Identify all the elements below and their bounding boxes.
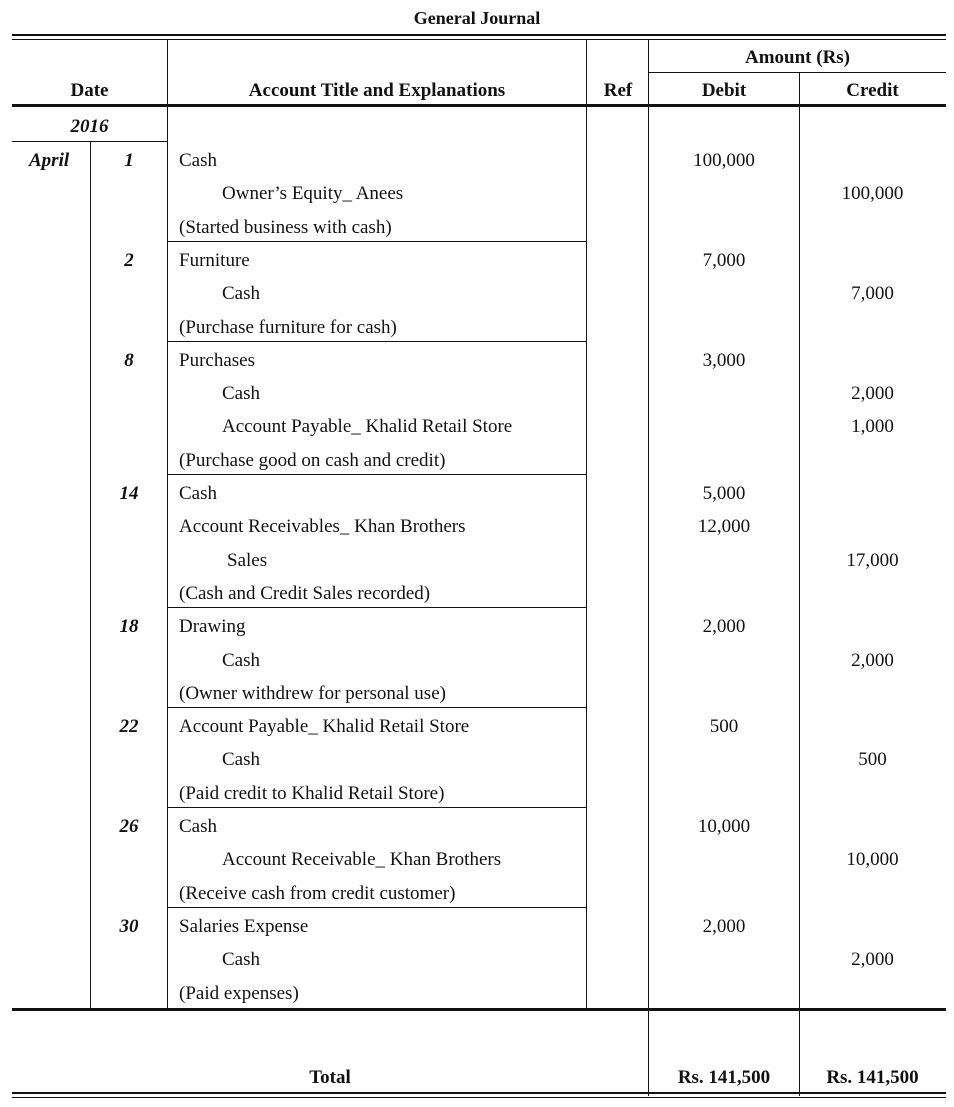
entry-day: 30 (119, 915, 139, 937)
entry-credit: 17,000 (846, 549, 899, 571)
entry-debit: 12,000 (697, 516, 751, 538)
entry-account: Cash (222, 949, 260, 971)
entry-credit: 2,000 (851, 383, 894, 405)
entry-separator (167, 607, 587, 608)
entry-account: Account Payable_ Khalid Retail Store (222, 416, 513, 438)
entry-account: Sales (227, 549, 268, 571)
entry-separator (167, 474, 587, 475)
entry-narration: (Cash and Credit Sales recorded) (179, 582, 431, 604)
entry-narration: (Owner withdrew for personal use) (179, 682, 446, 704)
entry-day: 8 (124, 349, 134, 371)
header-ref: Ref (603, 80, 633, 101)
entry-credit: 7,000 (851, 283, 894, 305)
journal-title: General Journal (413, 8, 541, 28)
entry-account: Purchases (179, 349, 255, 371)
entry-debit: 7,000 (702, 249, 746, 271)
total-credit: Rs. 141,500 (826, 1067, 919, 1088)
entry-narration: (Started business with cash) (179, 216, 392, 238)
entry-account: Cash (179, 483, 217, 504)
entry-account: Cash (222, 749, 260, 771)
entry-narration: (Receive cash from credit customer) (179, 882, 456, 904)
entry-debit: 5,000 (702, 483, 746, 504)
top-rule-inner (12, 39, 946, 40)
entry-day: 22 (119, 716, 139, 738)
entry-credit: 2,000 (851, 649, 894, 671)
total-debit: Rs. 141,500 (677, 1067, 771, 1088)
entry-debit: 10,000 (697, 816, 751, 837)
entry-account: Cash (179, 150, 217, 171)
entry-day: 18 (119, 616, 139, 638)
month-label: April (29, 150, 70, 171)
entry-account: Cash (222, 649, 260, 671)
entry-day: 26 (119, 816, 139, 837)
entry-account: Account Receivable_ Khan Brothers (222, 849, 502, 871)
entry-narration: (Purchase good on cash and credit) (179, 449, 446, 471)
entry-debit: 2,000 (702, 616, 746, 638)
entry-debit: 3,000 (702, 349, 746, 371)
header-amount: Amount (Rs) (744, 47, 851, 68)
entry-separator (167, 241, 587, 242)
entry-narration: (Paid expenses) (179, 982, 299, 1004)
entry-account: Cash (222, 383, 260, 405)
final-rule-inner (12, 1097, 946, 1098)
entry-separator (167, 807, 587, 808)
header-date: Date (70, 80, 109, 101)
total-label: Total (309, 1067, 351, 1088)
col-rule-account (167, 40, 168, 1011)
entry-credit: 500 (858, 749, 887, 771)
entry-account: Account Receivables_ Khan Brothers (179, 516, 466, 538)
entry-account: Cash (179, 816, 217, 837)
entry-narration: (Paid credit to Khalid Retail Store) (179, 782, 445, 804)
entry-day: 2 (124, 249, 134, 271)
entry-separator (167, 341, 587, 342)
entry-account: Owner’s Equity_ Anees (222, 183, 404, 205)
entry-account: Drawing (179, 616, 246, 638)
header-debit: Debit (701, 80, 747, 101)
entry-debit: 2,000 (702, 915, 746, 937)
top-rule (12, 34, 946, 36)
entry-account: Account Payable_ Khalid Retail Store (179, 716, 470, 738)
year-label: 2016 (70, 116, 109, 137)
header-account: Account Title and Explanations (248, 80, 506, 101)
col-rule-ref (586, 40, 587, 1011)
header-credit: Credit (846, 80, 899, 101)
entry-debit: 500 (709, 716, 739, 738)
entry-credit: 100,000 (841, 183, 904, 205)
entry-separator (167, 907, 587, 908)
entry-debit: 100,000 (693, 150, 755, 171)
entry-day: 1 (124, 150, 134, 171)
col-rule-credit (799, 72, 800, 1096)
entry-account: Cash (222, 283, 260, 305)
entry-narration: (Purchase furniture for cash) (179, 316, 397, 338)
entry-credit: 2,000 (851, 949, 894, 971)
amount-divider (649, 72, 946, 73)
entry-credit: 1,000 (851, 416, 894, 438)
body-bottom-rule (12, 1008, 946, 1011)
entry-separator (167, 707, 587, 708)
header-rule (12, 104, 946, 107)
final-rule (12, 1092, 946, 1094)
entry-account: Furniture (179, 249, 250, 271)
entry-credit: 10,000 (846, 849, 899, 871)
entry-day: 14 (119, 483, 139, 504)
entry-account: Salaries Expense (179, 915, 309, 937)
